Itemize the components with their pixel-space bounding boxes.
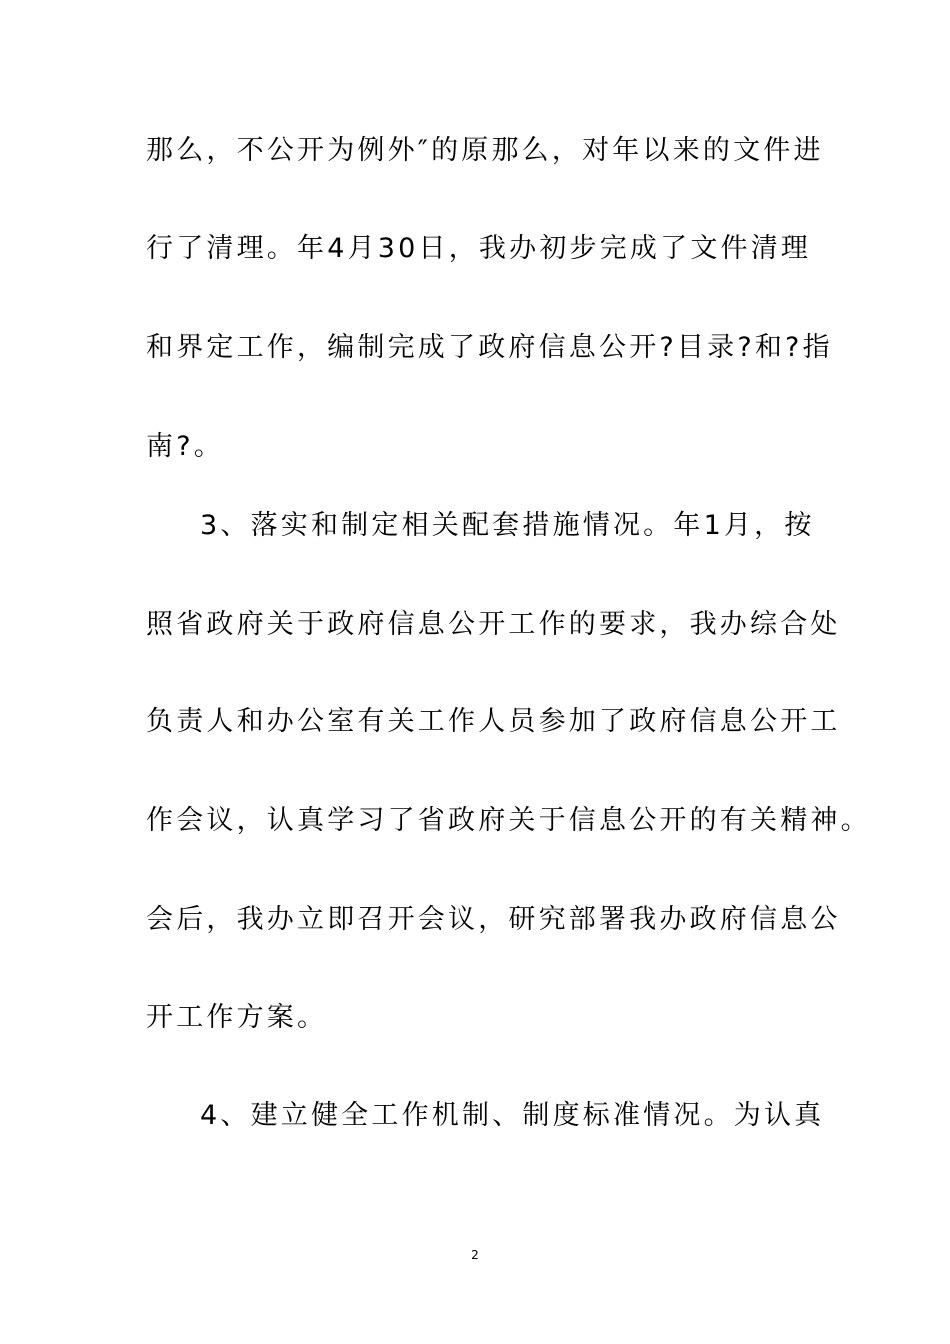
body-text-line: 负责人和办公室有关工作人员参加了政府信息公开工 <box>146 706 841 737</box>
body-text-line: 作会议，认真学习了省政府关于信息公开的有关精神。 <box>146 805 871 836</box>
body-text-line: 会后，我办立即召开会议，研究部署我办政府信息公 <box>146 904 841 935</box>
page-number: 2 <box>471 1248 479 1262</box>
section-heading-3: 3、落实和制定相关配套措施情况。年1月，按 <box>200 510 815 541</box>
body-text-line: 那么，不公开为例外″的原那么，对年以来的文件进 <box>146 135 824 166</box>
body-text-line: 照省政府关于政府信息公开工作的要求，我办综合处 <box>146 609 841 640</box>
body-text-line: 南?。 <box>146 431 224 462</box>
body-text-line: 开工作方案。 <box>146 1002 328 1033</box>
section-heading-4: 4、建立健全工作机制、制度标准情况。为认真 <box>200 1100 825 1131</box>
body-text-line: 和界定工作，编制完成了政府信息公开?目录?和?指 <box>146 332 833 363</box>
body-text-line: 行了清理。年4月30日，我办初步完成了文件清理 <box>146 233 812 264</box>
